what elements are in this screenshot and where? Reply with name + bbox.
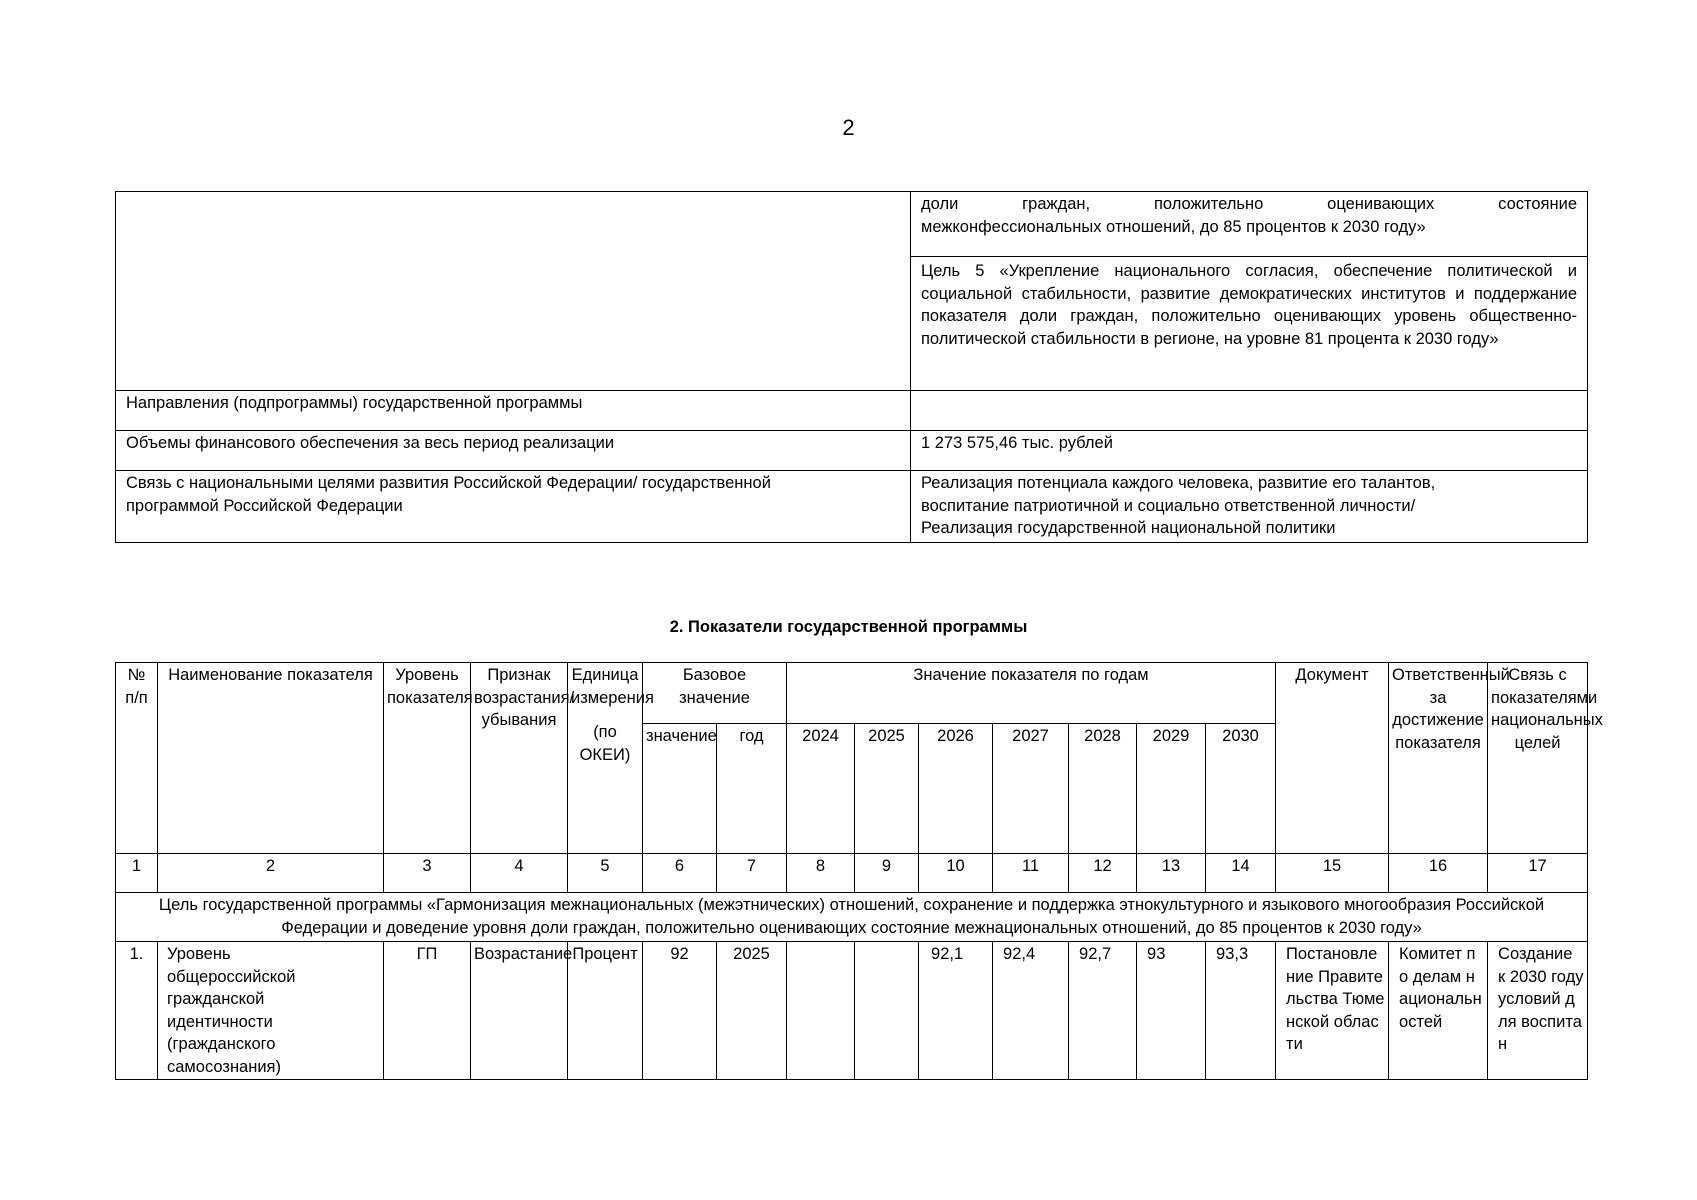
column-number: 5 xyxy=(568,854,643,893)
passport-row xyxy=(116,391,1588,431)
column-number: 15 xyxy=(1276,854,1389,893)
header-year: 2026 xyxy=(919,724,993,854)
header-year: 2029 xyxy=(1137,724,1206,854)
indicator-document: Постановление Правительства Тюменской области xyxy=(1276,942,1389,1080)
column-number: 17 xyxy=(1488,854,1588,893)
program-goal: Цель государственной программы «Гармонизация межнациональных (межэтнических) отношений, сохранение и поддержка этнокультурного и языкового многообразия Российской Федерации и доведение уровня доли граждан, положительно оценивающих состояние межнациональных отношений, до 85 процентов к 2030 году» xyxy=(116,893,1588,942)
indicator-base-value: 92 xyxy=(643,942,717,1080)
column-number: 11 xyxy=(993,854,1069,893)
indicator-responsible: Комитет по делам национальностей xyxy=(1389,942,1488,1080)
header-base-value: значение xyxy=(643,724,717,854)
indicator-value-year xyxy=(855,942,919,1080)
header-unit xyxy=(568,663,654,854)
indicator-value-year: 92,1 xyxy=(919,942,993,1080)
indicator-row xyxy=(116,942,1588,1080)
passport-row-value: Реализация потенциала каждого человека, развитие его талантов, воспитание патриотичной и социально ответственной личности/ Реализация государственной национальной политики xyxy=(911,471,1588,543)
header-by-years: Значение показателя по годам xyxy=(787,663,1276,724)
indicator-link: Создание к 2030 году условий для воспитан xyxy=(1488,942,1588,1080)
header-year: 2028 xyxy=(1069,724,1137,854)
section-title: 2. Показатели государственной программы xyxy=(669,618,1028,636)
passport-row xyxy=(116,471,1588,543)
goals-continuation-line-a: доли граждан, положительно оценивающих состояние xyxy=(921,195,1577,213)
header-year: 2027 xyxy=(993,724,1069,854)
passport-row-label: Связь с национальными целями развития Российской Федерации/ государственной программой Российской Федерации xyxy=(116,471,911,543)
passport-goals-continuation xyxy=(911,192,1588,257)
column-number: 12 xyxy=(1069,854,1137,893)
goal-row xyxy=(116,893,1588,942)
header-num: № п/п xyxy=(116,663,158,854)
passport-goals-row xyxy=(116,192,1588,257)
header-trend: Признак возрастания/ убывания xyxy=(471,663,568,854)
indicator-level: ГП xyxy=(384,942,471,1080)
header-name: Наименование показателя xyxy=(158,663,384,854)
indicator-trend: Возрастание xyxy=(471,942,568,1080)
header-year: 2025 xyxy=(855,724,919,854)
column-number: 2 xyxy=(158,854,384,893)
header-year: 2030 xyxy=(1206,724,1276,854)
column-number: 3 xyxy=(384,854,471,893)
column-number: 6 xyxy=(643,854,717,893)
column-number: 1 xyxy=(116,854,158,893)
column-number: 16 xyxy=(1389,854,1488,893)
indicator-base-year: 2025 xyxy=(717,942,787,1080)
indicator-unit: Процент xyxy=(568,942,643,1080)
goals-continuation-line-b: межконфессиональных отношений, до 85 процентов к 2030 году» xyxy=(921,217,1426,236)
header-year: 2024 xyxy=(787,724,855,854)
header-document: Документ xyxy=(1276,663,1389,854)
passport-row-value: 1 273 575,46 тыс. рублей xyxy=(911,431,1588,471)
header-base-year: год xyxy=(717,724,787,854)
passport-row-value xyxy=(911,391,1588,431)
header-link: Связь с показателями национальных целей xyxy=(1488,663,1588,854)
indicator-value-year: 93,3 xyxy=(1206,942,1276,1080)
column-number: 10 xyxy=(919,854,993,893)
indicator-value-year: 92,4 xyxy=(993,942,1069,1080)
passport-table xyxy=(115,191,1588,543)
passport-label-cell-empty xyxy=(116,192,911,391)
indicator-name: Уровень общероссийской гражданской идентичности (гражданского самосознания) xyxy=(158,942,384,1080)
indicator-value-year xyxy=(787,942,855,1080)
column-numbers-row xyxy=(116,854,1588,893)
indicator-value-year: 92,7 xyxy=(1069,942,1137,1080)
column-number: 8 xyxy=(787,854,855,893)
header-level: Уровень показателя xyxy=(384,663,471,854)
header-unit-label: Единица измерения xyxy=(571,666,654,707)
header-unit-okei: (по ОКЕИ) xyxy=(579,723,631,764)
indicator-value-year: 93 xyxy=(1137,942,1206,1080)
column-number: 9 xyxy=(855,854,919,893)
header-responsible: Ответственный за достижение показателя xyxy=(1389,663,1488,854)
column-number: 13 xyxy=(1137,854,1206,893)
header-row-1 xyxy=(116,663,1588,724)
passport-row-label: Объемы финансового обеспечения за весь период реализации xyxy=(116,431,911,471)
column-number: 14 xyxy=(1206,854,1276,893)
passport-goal-5: Цель 5 «Укрепление национального согласия, обеспечение политической и социальной стабильности, развитие демократических институтов и поддержание показателя доли граждан, положительно оценивающих уровень общественно-политической стабильности в регионе, на уровне 81 процента к 2030 году» xyxy=(911,257,1588,391)
passport-row-label: Направления (подпрограммы) государственной программы xyxy=(116,391,911,431)
column-number: 4 xyxy=(471,854,568,893)
indicators-table xyxy=(115,662,1603,1080)
indicator-num: 1. xyxy=(116,942,158,1080)
header-base: Базовое значение xyxy=(643,663,787,724)
passport-row xyxy=(116,431,1588,471)
column-number: 7 xyxy=(717,854,787,893)
page-number: 2 xyxy=(842,115,855,140)
